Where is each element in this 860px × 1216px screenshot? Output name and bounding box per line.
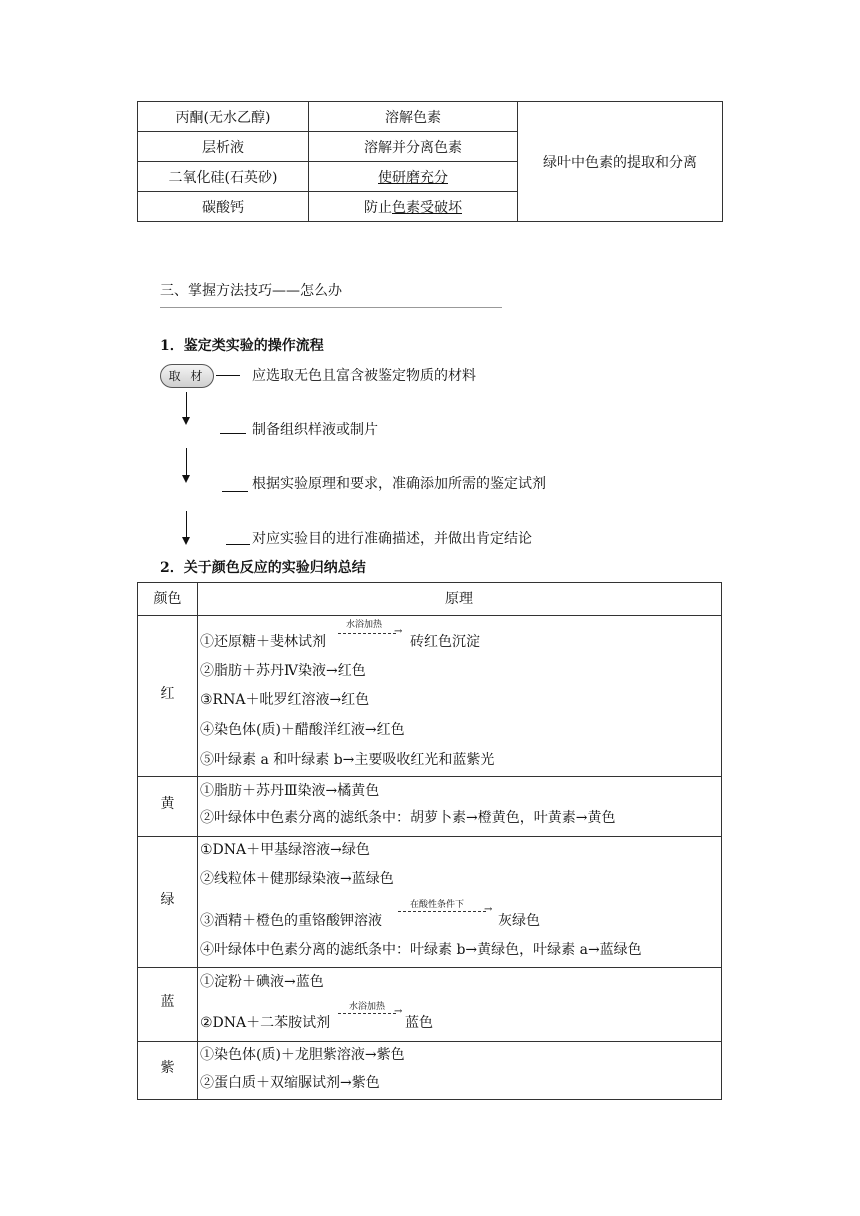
color-blue: 蓝 bbox=[160, 994, 175, 1010]
flow-arrow-3 bbox=[186, 511, 187, 538]
column-divider bbox=[197, 583, 198, 1099]
arrow-right-icon: → bbox=[394, 626, 403, 637]
start-node: 取 材 bbox=[160, 364, 214, 388]
color-table-heading: 2．关于颜色反应的实验归纳总结 bbox=[160, 560, 366, 576]
green-line-1: ①DNA＋甲基绿溶液→绿色 bbox=[200, 842, 370, 858]
material-cell: 丙酮(无水乙醇) bbox=[138, 102, 309, 132]
flow-arrow-2 bbox=[186, 448, 187, 476]
role-cell: 溶解色素 bbox=[309, 102, 518, 132]
arrow-right-icon: → bbox=[484, 904, 493, 915]
material-cell: 二氧化硅(石英砂) bbox=[138, 162, 309, 192]
arrow-down-icon bbox=[182, 475, 190, 483]
reaction-arrow bbox=[398, 911, 486, 912]
green-line-2: ②线粒体＋健那绿染液→蓝绿色 bbox=[200, 871, 394, 887]
yellow-line-2: ②叶绿体中色素分离的滤纸条中：胡萝卜素→橙黄色，叶黄素→黄色 bbox=[200, 810, 616, 826]
arrow-down-icon bbox=[182, 537, 190, 545]
pigment-reagent-table bbox=[137, 101, 723, 222]
header-principle: 原理 bbox=[445, 591, 473, 607]
color-green: 绿 bbox=[160, 892, 175, 908]
blank-line bbox=[220, 433, 246, 434]
role-cell: 溶解并分离色素 bbox=[309, 132, 518, 162]
red-line-4: ④染色体(质)＋醋酸洋红液→红色 bbox=[200, 722, 405, 738]
flow-heading: 1．鉴定类实验的操作流程 bbox=[160, 338, 324, 354]
connector-line bbox=[216, 375, 240, 376]
condition-label: 在酸性条件下 bbox=[410, 900, 465, 910]
section-title: 三、掌握方法技巧——怎么办 bbox=[160, 283, 342, 299]
flow-step-4: 对应实验目的进行准确描述，并做出肯定结论 bbox=[252, 531, 532, 547]
arrow-right-icon: → bbox=[394, 1006, 403, 1017]
red-line-1 bbox=[200, 631, 326, 651]
row-divider bbox=[138, 776, 721, 777]
purple-line-2: ②蛋白质＋双缩脲试剂→紫色 bbox=[200, 1075, 380, 1091]
experiment-cell: 绿叶中色素的提取和分离 bbox=[518, 102, 723, 222]
row-divider bbox=[138, 1041, 721, 1042]
row-divider bbox=[138, 836, 721, 837]
reaction-arrow bbox=[338, 1013, 396, 1014]
color-purple: 紫 bbox=[160, 1060, 175, 1076]
green-line-3: ③酒精＋橙色的重铬酸钾溶液 bbox=[200, 913, 382, 929]
section-divider bbox=[160, 307, 502, 308]
flow-arrow-1 bbox=[186, 392, 187, 418]
role-cell bbox=[309, 192, 518, 222]
yellow-line-1: ①脂肪＋苏丹Ⅲ染液→橘黄色 bbox=[200, 783, 380, 799]
blue-product: 蓝色 bbox=[405, 1015, 433, 1031]
role-cell bbox=[309, 162, 518, 192]
flow-step-1: 应选取无色且富含被鉴定物质的材料 bbox=[252, 368, 476, 384]
red-line-3: ③RNA＋吡罗红溶液→红色 bbox=[200, 692, 370, 708]
reaction-arrow bbox=[338, 633, 396, 634]
role-prefix: 防止 bbox=[364, 199, 392, 216]
blue-line-1: ①淀粉＋碘液→蓝色 bbox=[200, 974, 324, 990]
role-underlined: 色素受破坏 bbox=[392, 199, 462, 216]
purple-line-1: ①染色体(质)＋龙胆紫溶液→紫色 bbox=[200, 1047, 405, 1063]
color-red: 红 bbox=[160, 686, 175, 702]
flow-step-3: 根据实验原理和要求，准确添加所需的鉴定试剂 bbox=[252, 476, 546, 492]
blank-line bbox=[222, 491, 248, 492]
red-line-2: ②脂肪＋苏丹Ⅳ染液→红色 bbox=[200, 663, 366, 679]
blue-line-2: ②DNA＋二苯胺试剂 bbox=[200, 1015, 331, 1031]
material-cell: 层析液 bbox=[138, 132, 309, 162]
condition-label: 水浴加热 bbox=[346, 620, 383, 630]
color-reaction-table bbox=[137, 582, 722, 1100]
condition-label: 水浴加热 bbox=[349, 1002, 386, 1012]
red-product: 砖红色沉淀 bbox=[410, 634, 480, 650]
row-divider bbox=[138, 967, 721, 968]
role-text: 使研磨充分 bbox=[378, 169, 448, 186]
material-cell: 碳酸钙 bbox=[138, 192, 309, 222]
reaction-text: ①还原糖＋斐林试剂 bbox=[200, 634, 326, 650]
color-yellow: 黄 bbox=[160, 796, 175, 812]
blank-line bbox=[226, 544, 250, 545]
green-line-4: ④叶绿体中色素分离的滤纸条中：叶绿素 b→黄绿色，叶绿素 a→蓝绿色 bbox=[200, 942, 642, 958]
flow-step-2: 制备组织样液或制片 bbox=[252, 422, 378, 438]
arrow-down-icon bbox=[182, 417, 190, 425]
red-line-5: ⑤叶绿素 a 和叶绿素 b→主要吸收红光和蓝紫光 bbox=[200, 752, 495, 768]
row-divider bbox=[138, 615, 721, 616]
green-product: 灰绿色 bbox=[498, 913, 540, 929]
header-color: 颜色 bbox=[153, 591, 182, 607]
